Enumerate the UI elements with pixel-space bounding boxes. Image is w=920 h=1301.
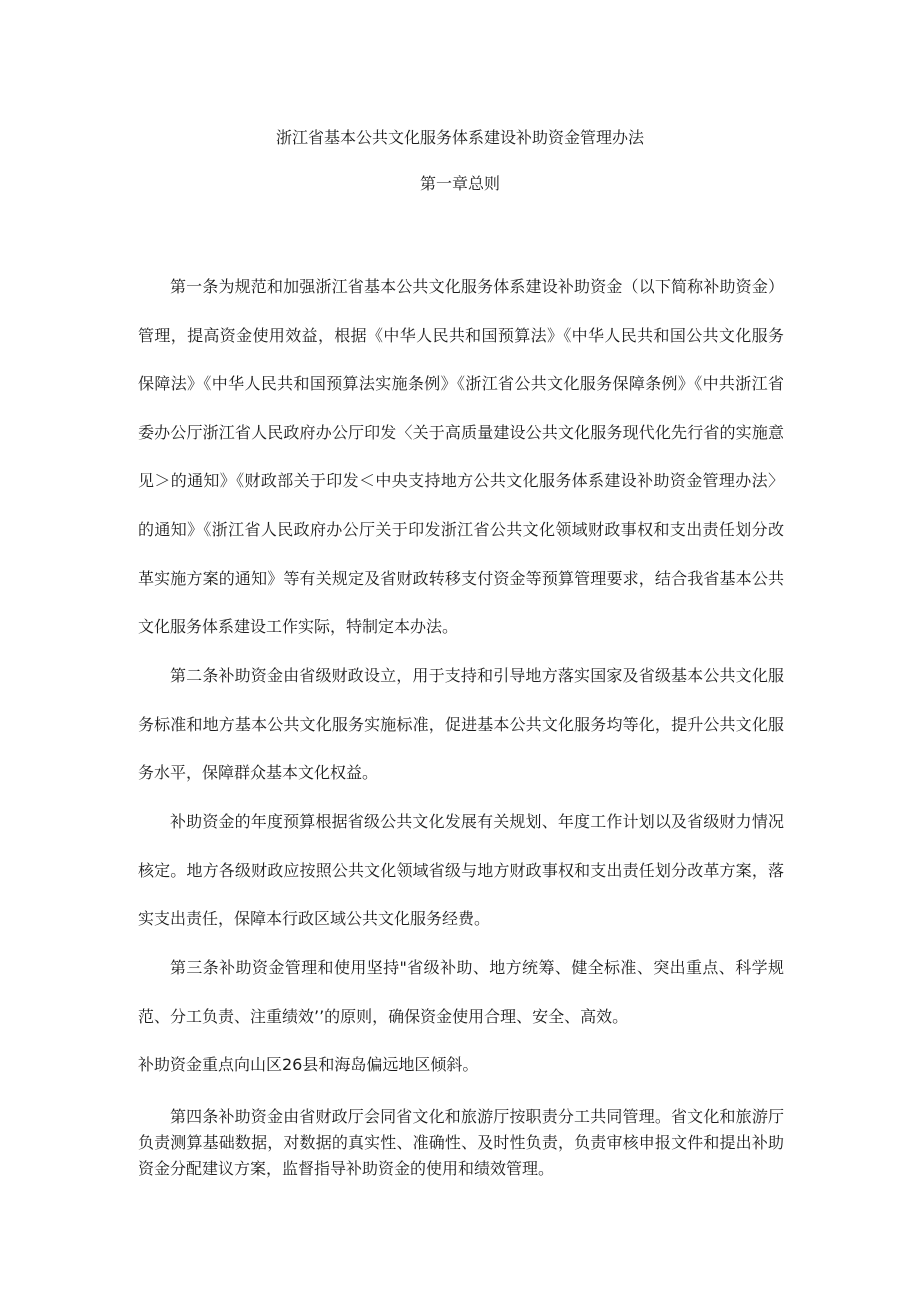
paragraph-article-1: 第一条为规范和加强浙江省基本公共文化服务体系建设补助资金（以下简称补助资金）管理，提高资金使用效益，根据《中华人民共和国预算法》《中华人民共和国公共文化服务保障法》《中华人民共和国预算法实施条例》《浙江省公共文化服务保障条例》《中共浙江省委办公厅浙江省人民政府办公厅印发〈关于高质量建设公共文化服务现代化先行省的实施意见＞的通知》《财政部关于印发＜中央支持地方公共文化服务体系建设补助资金管理办法〉的通知》《浙江省人民政府办公厅关于印发浙江省公共文化领域财政事权和支出责任划分改革实施方案的通知》等有关规定及省财政转移支付资金等预算管理要求，结合我省基本公共文化服务体系建设工作实际，特制定本办法。 [138,277,784,637]
chapter-heading: 第一章总则 [419,174,500,193]
document-title: 浙江省基本公共文化服务体系建设补助资金管理办法 [275,128,644,147]
paragraph-article-3: 第三条补助资金管理和使用坚持"省级补助、地方统筹、健全标准、突出重点、科学规范、分工负责、注重绩效’’的原则，确保资金使用合理、安全、高效。 [138,958,784,1026]
paragraph-article-2: 第二条补助资金由省级财政设立，用于支持和引导地方落实国家及省级基本公共文化服务标准和地方基本公共文化服务实施标准，促进基本公共文化服务均等化，提升公共文化服务水平，保障群众基本文化权益。 [138,666,784,783]
paragraph-budget: 补助资金的年度预算根据省级公共文化发展有关规划、年度工作计划以及省级财力情况核定。地方各级财政应按照公共文化领域省级与地方财政事权和支出责任划分改革方案，落实支出责任，保障本行政区域公共文化服务经费。 [138,812,784,929]
paragraph-priority-regions: 补助资金重点向山区26县和海岛偏远地区倾斜。 [138,1055,479,1074]
paragraph-article-4: 第四条补助资金由省财政厅会同省文化和旅游厅按职责分工共同管理。省文化和旅游厅负责测算基础数据，对数据的真实性、准确性、及时性负责，负责审核申报文件和提出补助资金分配建议方案，监督指导补助资金的使用和绩效管理。 [138,1107,784,1178]
